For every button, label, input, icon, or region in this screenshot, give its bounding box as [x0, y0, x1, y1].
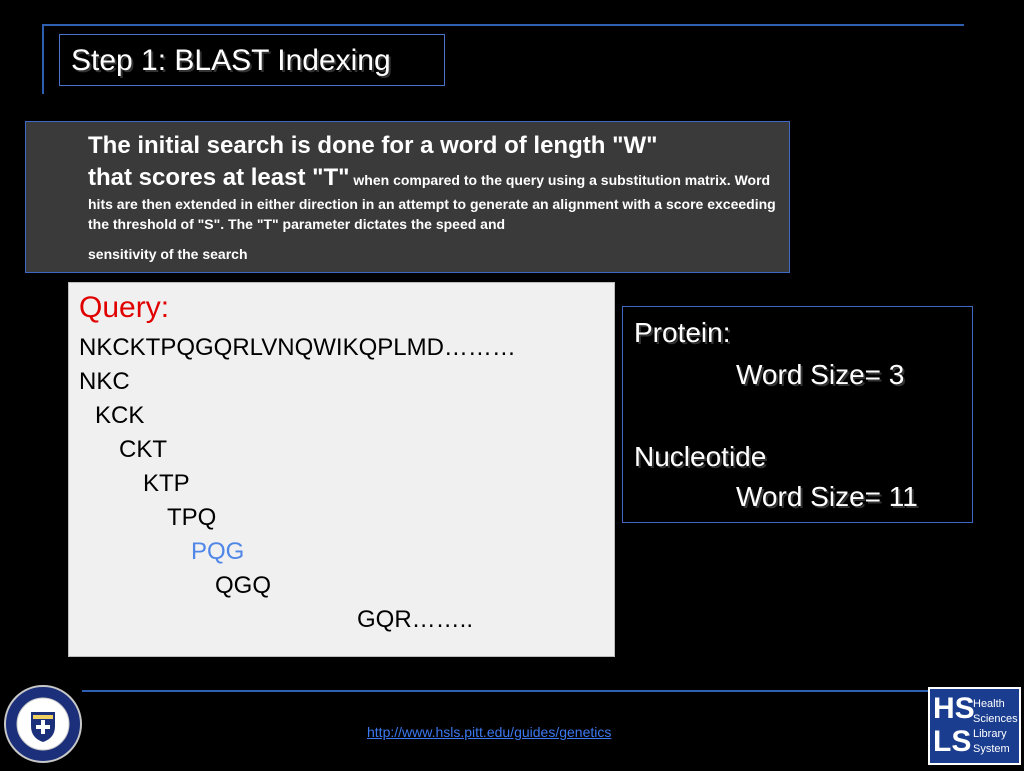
title-box — [59, 34, 445, 86]
nucleotide-label: Nucleotide — [634, 441, 767, 472]
description-line-2: that scores at least "T" — [88, 164, 350, 191]
description-small-1: when compared to the query using a substitution — [349, 172, 681, 188]
query-sequence: NKCKTPQGQRLVNQWIKQPLMD……… — [79, 334, 516, 361]
description-line-1: The initial search is done for a word of length "W" — [88, 132, 658, 159]
hsls-logo — [928, 687, 1021, 765]
query-word-4: KTP — [143, 470, 190, 497]
slide-title: Step 1: BLAST Indexing — [71, 44, 391, 77]
protein-label: Protein: — [634, 317, 731, 348]
query-box — [68, 282, 615, 657]
word-size-box — [622, 306, 973, 523]
description-small-3: sensitivity of the search — [88, 246, 248, 262]
hsls-logo-line-4: System — [973, 743, 1010, 755]
hsls-logo-line-1: Health — [973, 698, 1005, 710]
guide-link[interactable]: http://www.hsls.pitt.edu/guides/genetics — [367, 724, 612, 740]
query-word-5: TPQ — [167, 504, 217, 531]
top-rule — [42, 24, 964, 26]
query-word-7: QGQ — [215, 572, 272, 599]
nucleotide-word-size: Word Size= 11 — [736, 481, 918, 512]
query-heading: Query: — [79, 291, 170, 324]
query-word-1: NKC — [79, 368, 130, 395]
hsls-logo-letters-top: HS — [933, 692, 975, 725]
protein-word-size: Word Size= 3 — [736, 359, 905, 390]
bottom-rule — [82, 690, 932, 692]
query-word-8: GQR…….. — [357, 606, 474, 633]
hsls-logo-line-3: Library — [973, 728, 1007, 740]
description-small-2: matrix. Word hits are then extended in either direction in an attempt to generate an alignment with a score exceeding the threshold of "S". The "T" parameter dictates the speed and — [88, 172, 776, 232]
left-rule — [42, 24, 44, 94]
university-seal-logo — [3, 682, 83, 766]
hsls-logo-line-2: Sciences — [973, 713, 1018, 725]
query-word-2: KCK — [95, 402, 145, 429]
description-box — [25, 121, 790, 273]
description-text — [88, 130, 783, 264]
query-word-3: CKT — [119, 436, 167, 463]
hsls-logo-letters-bottom: LS — [933, 725, 972, 758]
query-word-6: PQG — [191, 538, 245, 565]
